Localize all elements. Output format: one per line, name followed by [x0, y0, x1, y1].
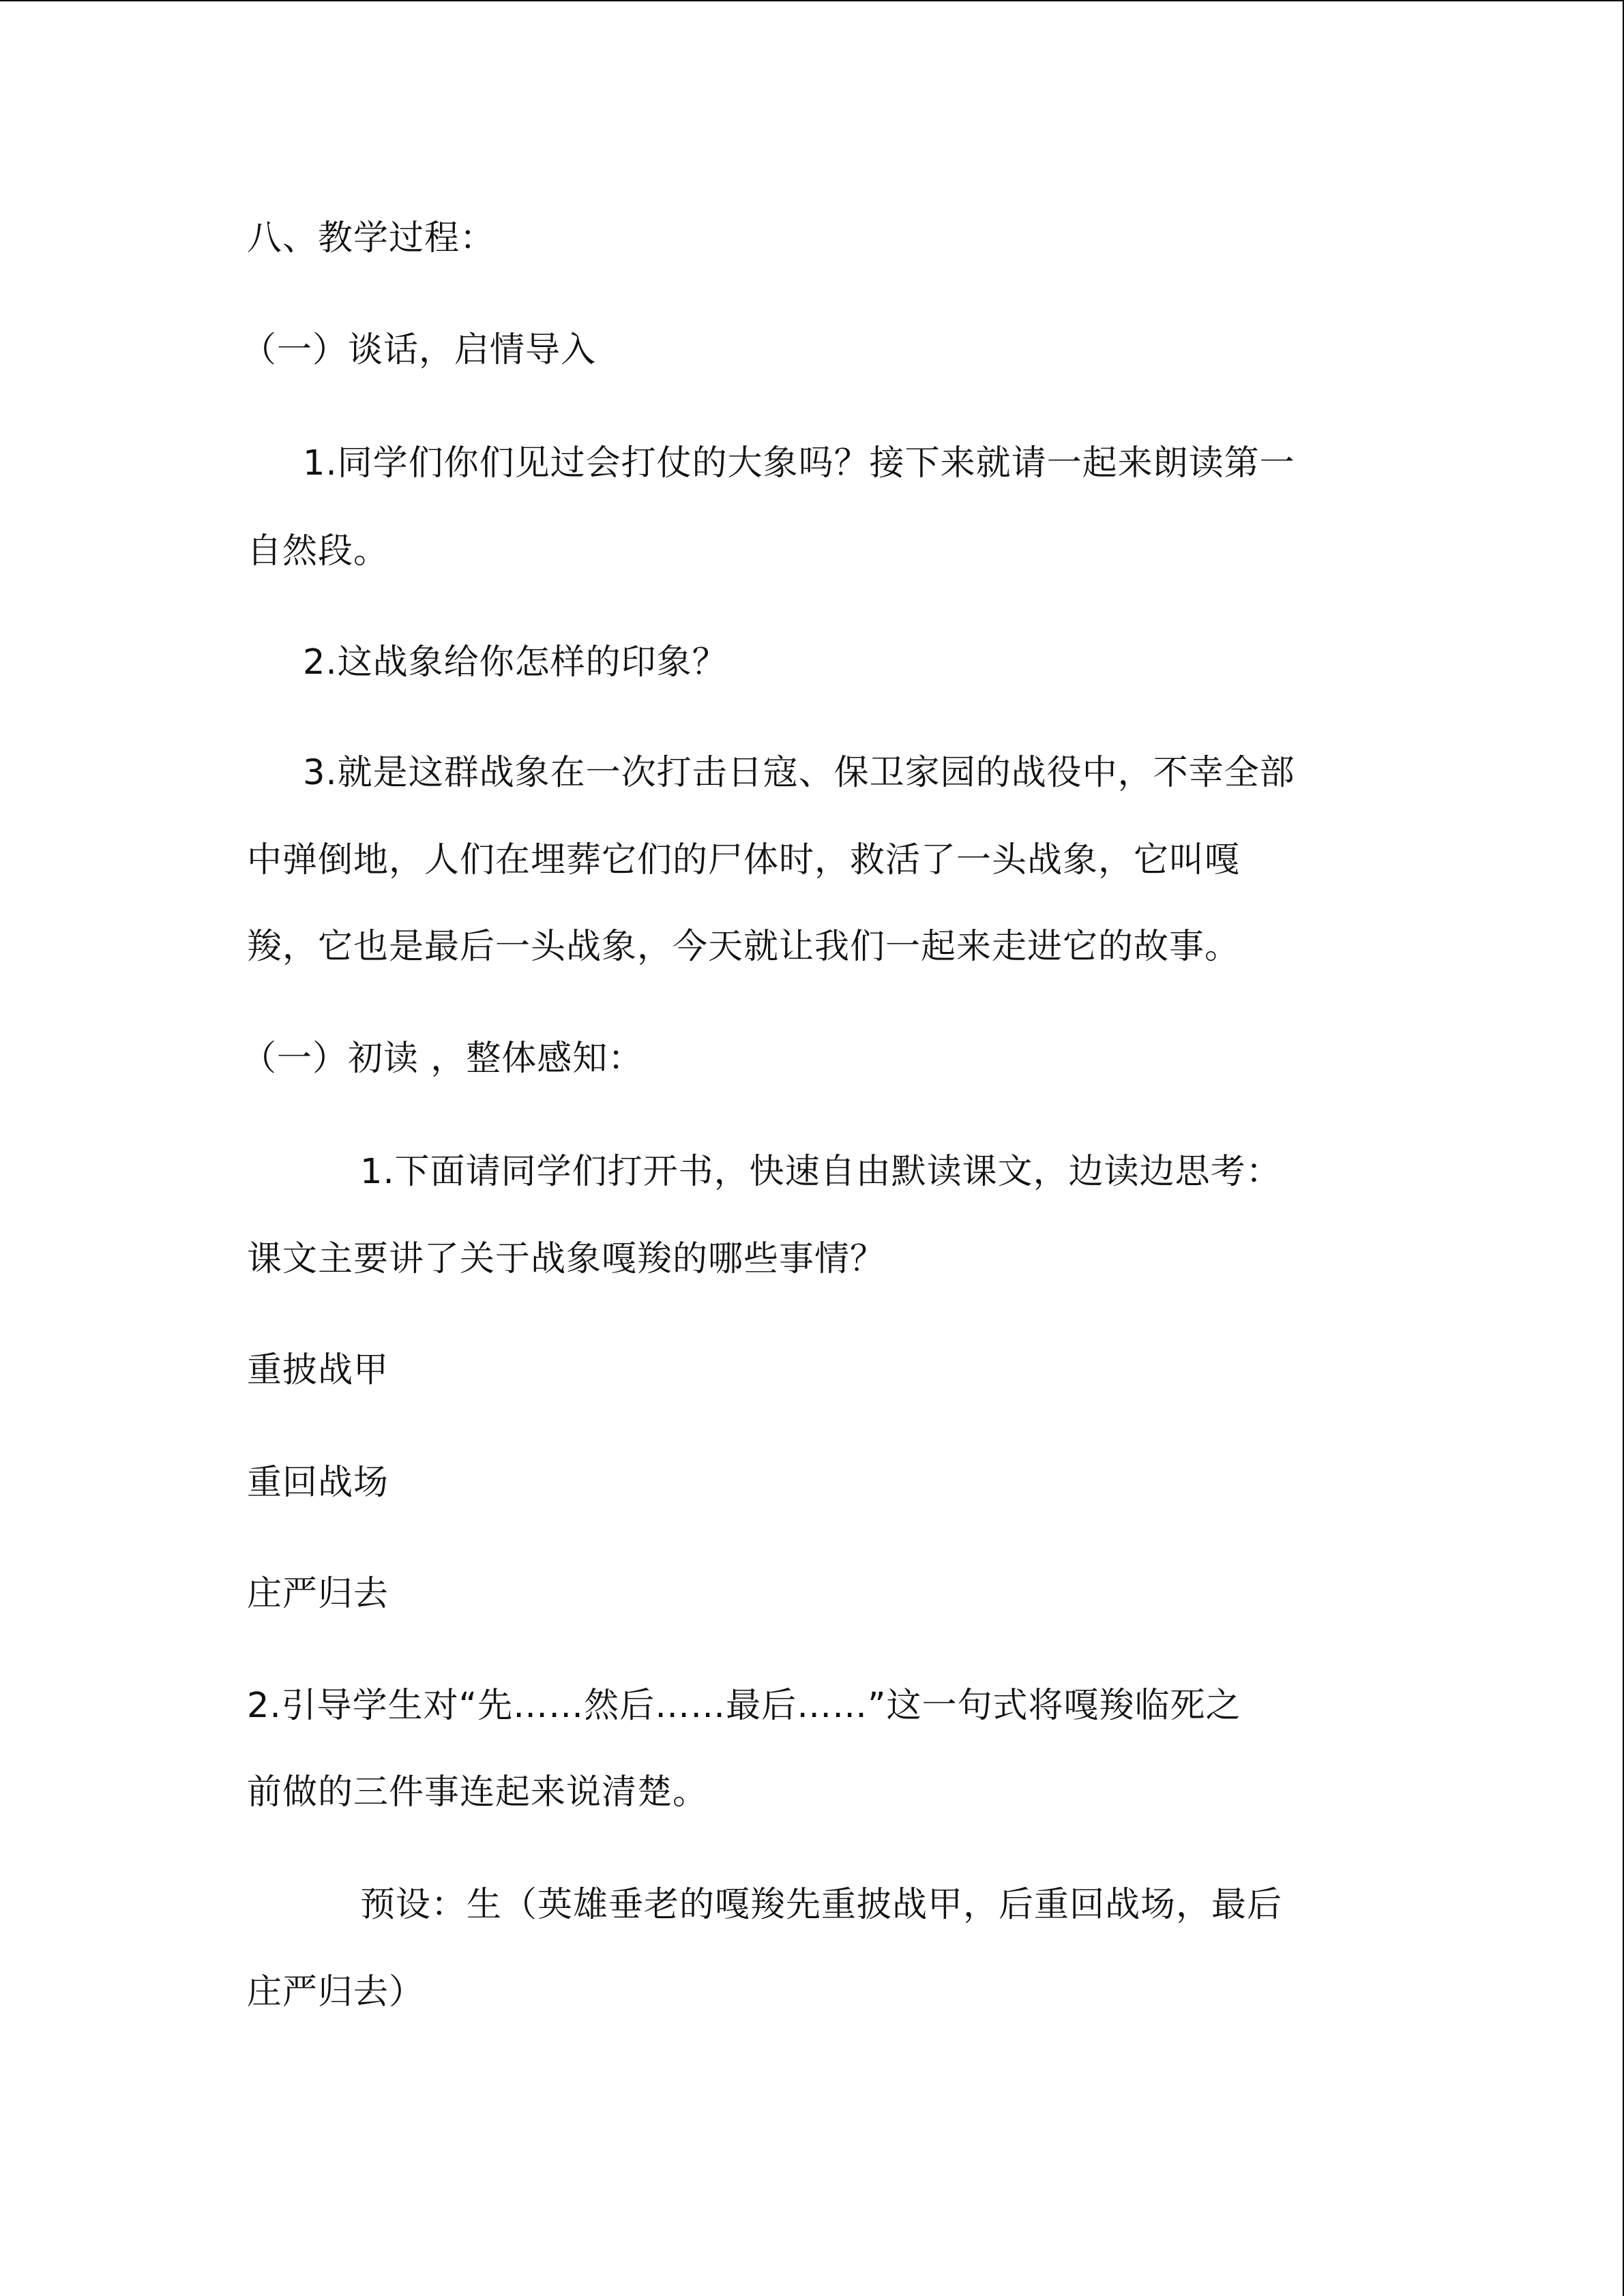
section-title-first-reading: （一）初读 ，整体感知：	[241, 1039, 644, 1079]
paragraph-item-2: 2.这战象给你怎样的印象？	[303, 642, 728, 683]
event-item-3: 庄严归去	[247, 1574, 389, 1614]
paragraph-reading-1-line-2: 课文主要讲了关于战象嘎羧的哪些事情？	[247, 1239, 886, 1279]
paragraph-reading-2-line-1: 2.引导学生对“先……然后……最后……”这一句式将嘎羧临死之	[247, 1686, 1241, 1726]
paragraph-item-3-line-1: 3.就是这群战象在一次打击日寇、保卫家园的战役中，不幸全部	[303, 753, 1295, 793]
event-item-1: 重披战甲	[247, 1350, 389, 1390]
paragraph-reading-2-line-2: 前做的三件事连起来说清楚。	[247, 1772, 709, 1813]
paragraph-item-1-line-1: 1.同学们你们见过会打仗的大象吗？接下来就请一起来朗读第一	[303, 443, 1295, 483]
paragraph-preset-line-2: 庄严归去）	[247, 1972, 425, 2012]
paragraph-item-3-line-3: 羧，它也是最后一头战象，今天就让我们一起来走进它的故事。	[247, 927, 1241, 967]
paragraph-item-3-line-2: 中弹倒地，人们在埋葬它们的尸体时，救活了一头战象，它叫嘎	[247, 840, 1241, 880]
paragraph-reading-1-line-1: 1.下面请同学们打开书，快速自由默读课文，边读边思考：	[360, 1152, 1282, 1192]
paragraph-preset-line-1: 预设：生（英雄垂老的嘎羧先重披战甲，后重回战场，最后	[360, 1885, 1283, 1925]
paragraph-item-1-line-2: 自然段。	[247, 531, 389, 571]
section-heading: 八、教学过程：	[247, 218, 496, 258]
event-item-2: 重回战场	[247, 1463, 389, 1503]
section-title-intro: （一）谈话，启情导入	[241, 330, 597, 370]
